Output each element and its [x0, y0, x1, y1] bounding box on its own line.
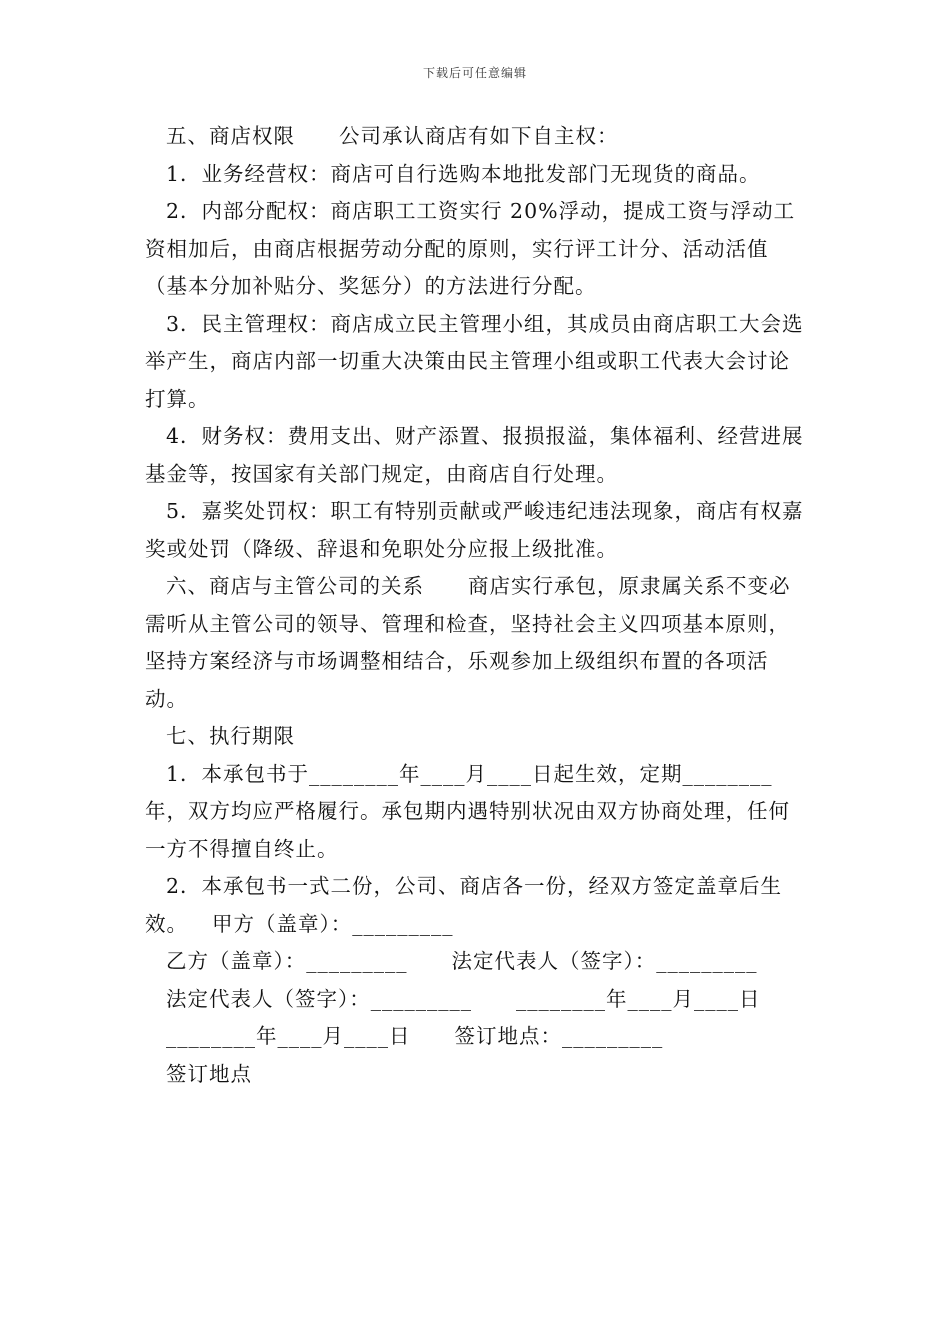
- section-5-heading: [145, 118, 810, 156]
- section-5-item-1: 1．业务经营权：商店可自行选购本地批发部门无现货的商品。: [166, 161, 761, 186]
- section-6-paragraph: [145, 568, 810, 718]
- party-a-seal-line: 甲方（盖章）：_________: [212, 911, 454, 936]
- document-body: [145, 118, 810, 1093]
- page-header: 下载后可任意编辑: [422, 66, 527, 80]
- section-6-body: 商店实行承包，原隶属关系不变必需听从主管公司的领导、管理和检查，坚持社会主义四项基本原则，坚持方案经济与市场调整相结合，乐观参加上级组织布置的各项活动。: [145, 574, 791, 711]
- section-5-intro: 公司承认商店有如下自主权：: [339, 124, 619, 148]
- section-5-item-4: 4．财务权：费用支出、财产添置、报损报溢，集体福利、经营进展基金等，按国家有关部门规定，由商店自行处理。: [145, 424, 804, 486]
- sign-place-2: 签订地点: [166, 1061, 252, 1086]
- signature-row-1: [145, 943, 810, 981]
- section-7-title: 七、执行期限: [166, 724, 295, 748]
- sign-date-1: ________年____月____日: [516, 986, 761, 1011]
- section-5-title: 五、商店权限: [166, 124, 295, 148]
- section-7-item-2-paragraph: [145, 868, 810, 943]
- section-7-item-1: 1．本承包书于________年____月____日起生效，定期________年，双方均应严格履行。承包期内遇特别状况由双方协商处理，任何一方不得擅自终止。: [145, 761, 790, 861]
- signature-row-2: [145, 981, 810, 1019]
- legal-rep-signature-2: 法定代表人（签字）：_________: [166, 986, 472, 1011]
- party-b-seal-line: 乙方（盖章）：_________: [166, 949, 408, 973]
- section-6-title: 六、商店与主管公司的关系: [166, 574, 424, 598]
- legal-rep-signature-1: 法定代表人（签字）：_________: [451, 949, 758, 973]
- section-5-item-3: 3．民主管理权：商店成立民主管理小组，其成员由商店职工大会选举产生，商店内部一切重大决策由民主管理小组或职工代表大会讨论打算。: [145, 311, 804, 411]
- section-7-item-2: 2．本承包书一式二份，公司、商店各一份，经双方签定盖章后生效。: [145, 874, 783, 936]
- sign-place-1: 签订地点：_________: [454, 1024, 664, 1048]
- section-5-item-5: 5．嘉奖处罚权：职工有特别贡献或严峻违纪违法现象，商店有权嘉奖或处罚（降级、辞退和免职处分应报上级批准。: [145, 499, 804, 561]
- sign-date-2: ________年____月____日: [166, 1024, 411, 1048]
- section-5-item-2: 2．内部分配权：商店职工工资实行 20%浮动，提成工资与浮动工资相加后，由商店根据劳动分配的原则，实行评工计分、活动活值（基本分加补贴分、奖惩分）的方法进行分配。: [145, 199, 796, 298]
- signature-row-4: [145, 1056, 810, 1094]
- signature-row-3: [145, 1018, 810, 1056]
